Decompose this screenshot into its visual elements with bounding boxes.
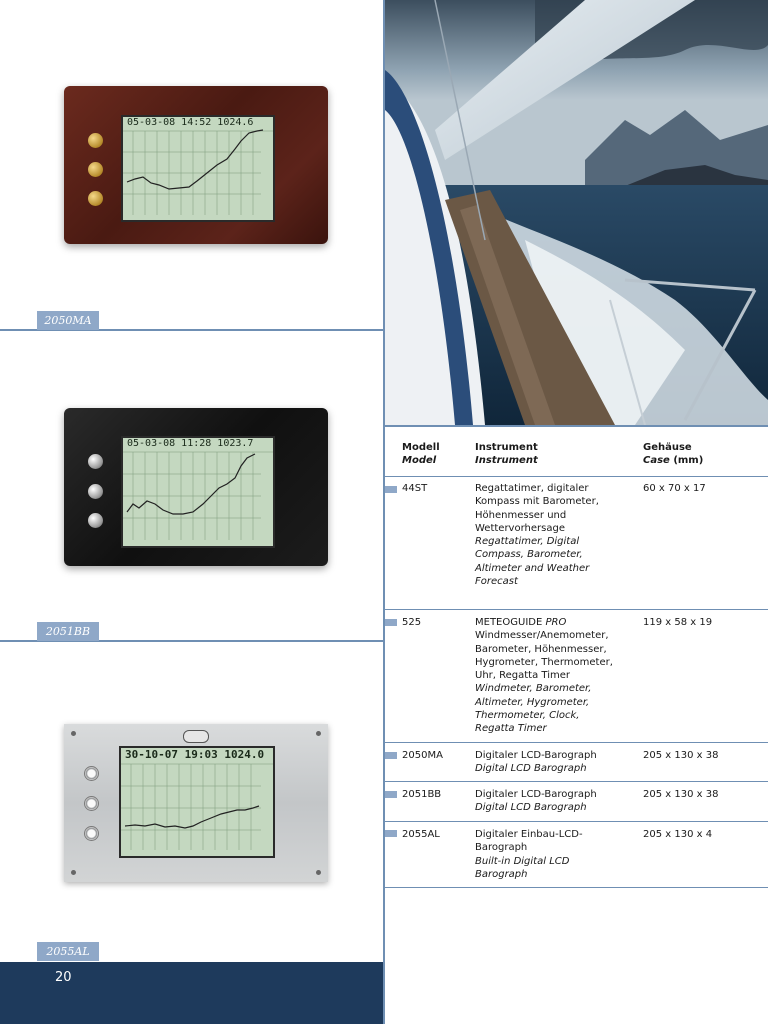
chrome-knob (88, 484, 103, 499)
logo-badge (183, 730, 209, 743)
sailing-photo (385, 0, 768, 425)
screw (316, 870, 321, 875)
ring-button (84, 796, 99, 811)
instrument-line-en: Thermometer, Clock, (475, 710, 580, 722)
row-marker (385, 830, 397, 837)
brass-knob (88, 162, 103, 177)
cell-size: 119 x 58 x 19 (643, 617, 713, 628)
row-rule (385, 742, 768, 743)
screw (71, 870, 76, 875)
instrument-line-en: Barograph (475, 868, 528, 880)
cell-size: 205 x 130 x 4 (643, 829, 713, 840)
lcd-readout: 30-10-07 19:03 1024.0 (125, 748, 265, 761)
instrument-line-de: Uhr, Regatta Timer (475, 670, 570, 682)
instrument-line-de: Digitaler Einbau-LCD- (475, 829, 583, 840)
row-rule (385, 476, 768, 477)
barograph-trace (123, 438, 273, 546)
cell-model: 2055AL (402, 829, 440, 840)
cell-model: 525 (402, 617, 422, 628)
barograph-trace (121, 748, 273, 856)
lcd-screen (121, 436, 275, 548)
header-instrument-en: Instrument (475, 455, 538, 466)
instrument-line-de: METEOGUIDE PRO (475, 617, 567, 628)
cell-instrument (475, 482, 599, 588)
instrument-line-en: Windmeter, Barometer, (475, 683, 592, 695)
instrument-line-de: Regattatimer, digitaler (475, 483, 589, 494)
instrument-line-en: Digital LCD Barograph (475, 763, 587, 775)
screw (316, 731, 321, 736)
instrument-line-en: Regatta Timer (475, 723, 547, 735)
cell-size: 205 x 130 x 38 (643, 750, 719, 761)
screw (71, 731, 76, 736)
cell-model: 2051BB (402, 789, 442, 800)
cell-size: 60 x 70 x 17 (643, 483, 706, 494)
lcd-readout: 05-03-08 11:28 1023.7 (127, 438, 254, 449)
ring-button (84, 766, 99, 781)
row-rule (385, 887, 768, 888)
barograph-2051bb-image (64, 408, 328, 566)
cell-model: 2050MA (402, 750, 443, 761)
row-rule (385, 781, 768, 782)
brass-knob (88, 191, 103, 206)
cell-instrument (475, 828, 583, 881)
row-marker (385, 791, 397, 798)
barograph-trace (123, 117, 273, 220)
instrument-line-de: Windmesser/Anemometer, (475, 630, 609, 642)
instrument-line-en: Altimeter and Weather (475, 562, 590, 574)
instrument-line-en: Compass, Barometer, (475, 549, 583, 561)
product-tag: 2051BB (37, 622, 99, 641)
instrument-line-de: Kompass mit Barometer, (475, 496, 599, 508)
header-instrument-de: Instrument (475, 442, 538, 453)
ring-button (84, 826, 99, 841)
row-marker (385, 752, 397, 759)
chrome-knob (88, 454, 103, 469)
cell-instrument (475, 788, 597, 815)
instrument-line-en: Digital LCD Barograph (475, 802, 587, 814)
lcd-screen (119, 746, 275, 858)
instrument-line-de: Digitaler LCD-Barograph (475, 789, 597, 800)
row-marker (385, 486, 397, 493)
table-top-rule (385, 425, 768, 427)
instrument-line-de: Höhenmesser und (475, 509, 567, 521)
instrument-line-de: Hygrometer, Thermometer, (475, 656, 613, 668)
instrument-line-en: Altimeter, Hygrometer, (475, 696, 590, 708)
product-tag: 2055AL (37, 942, 99, 961)
instrument-line-en: Regattatimer, Digital (475, 536, 580, 548)
header-case-de: Gehäuse (643, 442, 692, 453)
header-model-de: Modell (402, 442, 440, 453)
page-number: 20 (55, 970, 72, 985)
cell-instrument (475, 749, 597, 776)
row-marker (385, 619, 397, 626)
header-case-en: Case (mm) (643, 455, 704, 466)
row-rule (385, 609, 768, 610)
cell-size: 205 x 130 x 38 (643, 789, 719, 800)
instrument-line-de: Digitaler LCD-Barograph (475, 750, 597, 761)
instrument-line-de: Wettervorhersage (475, 522, 565, 534)
instrument-line-de: Barograph (475, 842, 528, 854)
chrome-knob (88, 513, 103, 528)
header-model-en: Model (402, 455, 437, 466)
instrument-line-en: Forecast (475, 576, 518, 588)
brass-knob (88, 133, 103, 148)
barograph-2055al-image (64, 724, 328, 882)
barograph-2050ma-image (64, 86, 328, 244)
lcd-readout: 05-03-08 14:52 1024.6 (127, 117, 254, 128)
product-tag: 2050MA (37, 311, 99, 330)
cell-instrument (475, 616, 613, 736)
instrument-line-en: Built-in Digital LCD (475, 855, 570, 867)
lcd-screen (121, 115, 275, 222)
instrument-line-de: Barometer, Höhenmesser, (475, 643, 607, 655)
cell-model: 44ST (402, 483, 428, 494)
row-rule (385, 821, 768, 822)
